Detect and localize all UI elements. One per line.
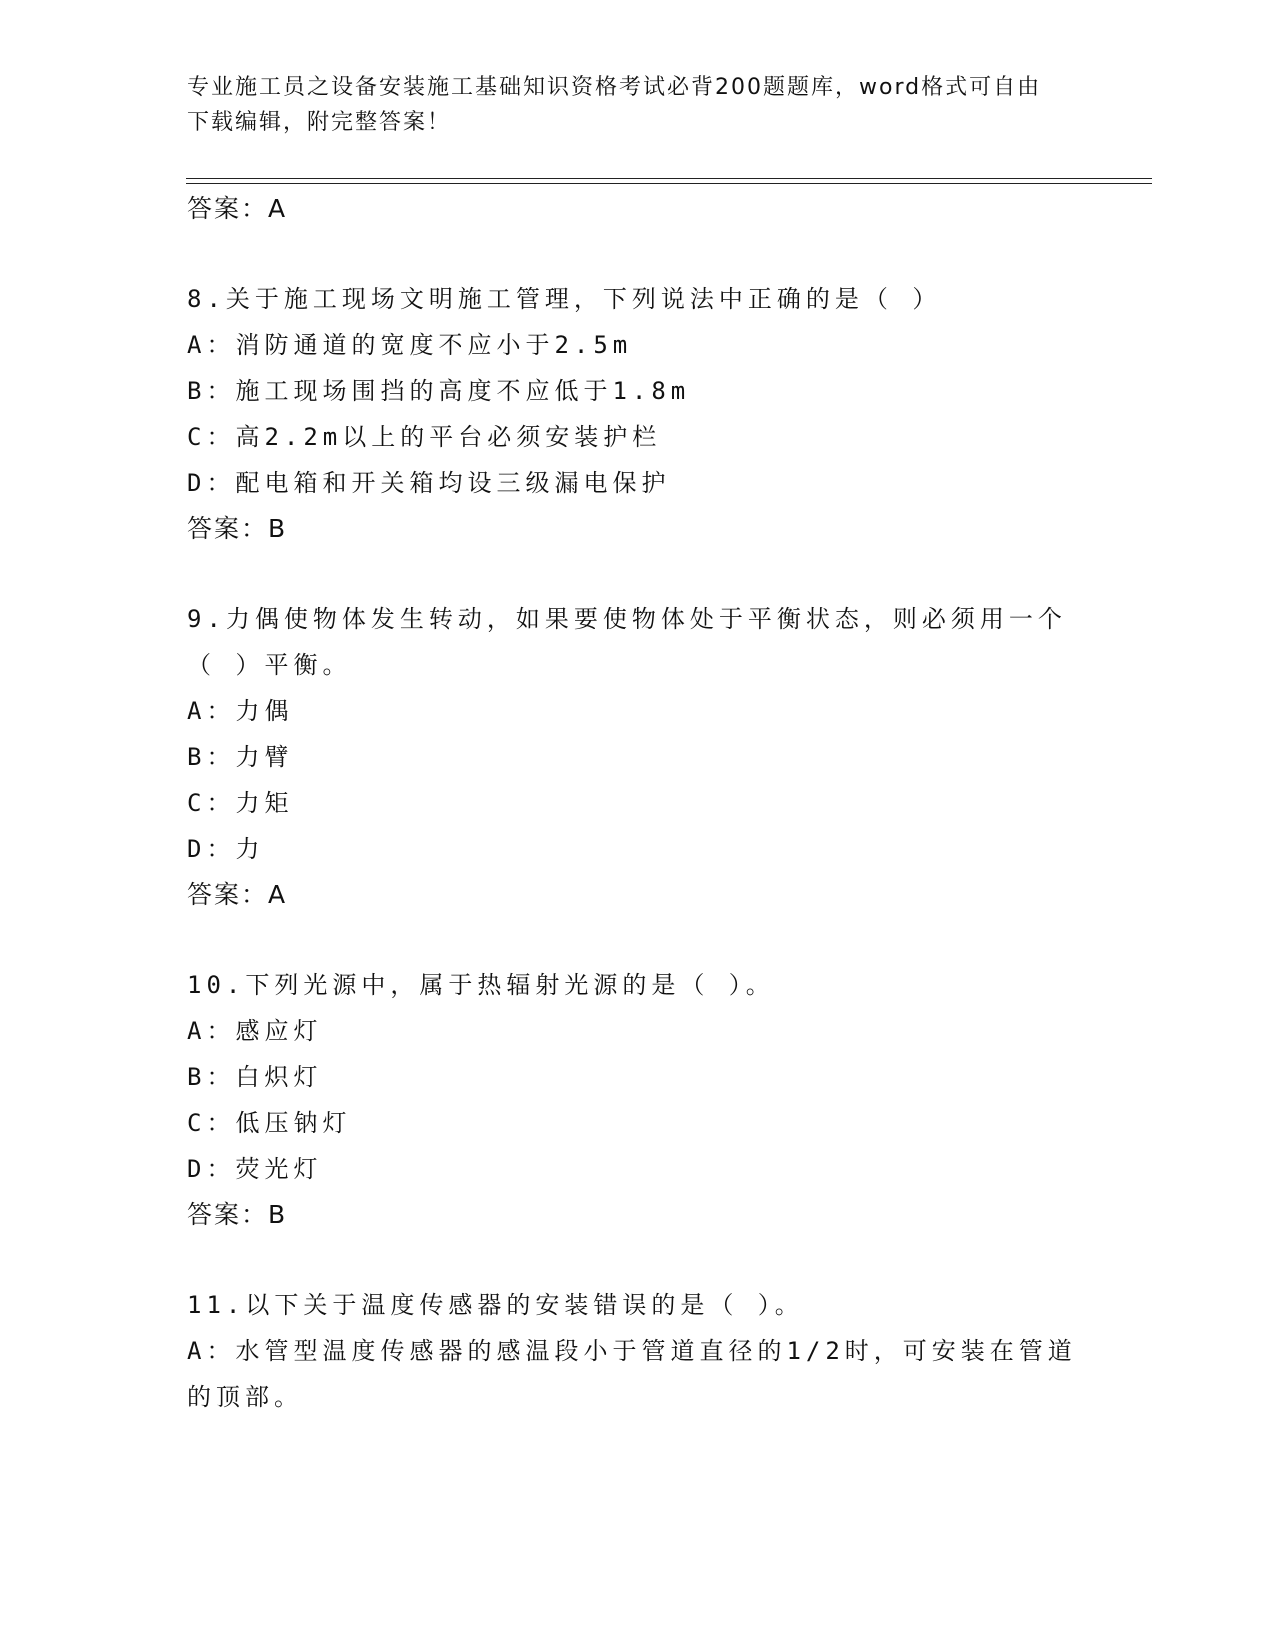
- question-11: [187, 1282, 1087, 1420]
- question-stem-continued: （ ）平衡。: [187, 651, 352, 679]
- question-stem: 11.以下关于温度传感器的安装错误的是（ ）。: [187, 1291, 804, 1319]
- answer-line: 答案：A: [187, 194, 288, 223]
- question-stem: 9.力偶使物体发生转动，如果要使物体处于平衡状态，则必须用一个: [187, 605, 1067, 633]
- question-8: [187, 276, 1087, 552]
- option-b: B：施工现场围挡的高度不应低于1.8m: [187, 377, 691, 405]
- question-9: [187, 596, 1087, 918]
- option-c: C：力矩: [187, 789, 294, 817]
- option-c: C：高2.2m以上的平台必须安装护栏: [187, 423, 662, 451]
- header-rule-top: [186, 178, 1152, 179]
- option-c: C：低压钠灯: [187, 1109, 352, 1137]
- answer-line: 答案：B: [187, 1200, 288, 1229]
- answer-line: 答案：B: [187, 514, 288, 543]
- question-10: [187, 962, 1087, 1238]
- header-line-1: 专业施工员之设备安装施工基础知识资格考试必背200题题库，word格式可自由: [187, 75, 1042, 100]
- option-d: D：力: [187, 835, 265, 863]
- option-d: D：配电箱和开关箱均设三级漏电保护: [187, 469, 671, 497]
- document-body: [187, 186, 1087, 1420]
- question-stem: 10.下列光源中，属于热辐射光源的是（ ）。: [187, 971, 775, 999]
- option-b: B：力臂: [187, 743, 294, 771]
- option-d: D：荧光灯: [187, 1155, 323, 1183]
- answer-line: 答案：A: [187, 880, 288, 909]
- question-stem: 8.关于施工现场文明施工管理，下列说法中正确的是（ ）: [187, 285, 942, 313]
- option-a: A：水管型温度传感器的感温段小于管道直径的1/2时，可安装在管道: [187, 1337, 1077, 1365]
- document-header: [187, 70, 1087, 140]
- option-a: A：感应灯: [187, 1017, 323, 1045]
- header-line-2: 下载编辑，附完整答案！: [187, 110, 452, 135]
- header-rule-bottom: [186, 183, 1152, 184]
- option-a: A：力偶: [187, 697, 294, 725]
- option-a-continued: 的顶部。: [187, 1383, 303, 1411]
- option-a: A：消防通道的宽度不应小于2.5m: [187, 331, 633, 359]
- option-b: B：白炽灯: [187, 1063, 323, 1091]
